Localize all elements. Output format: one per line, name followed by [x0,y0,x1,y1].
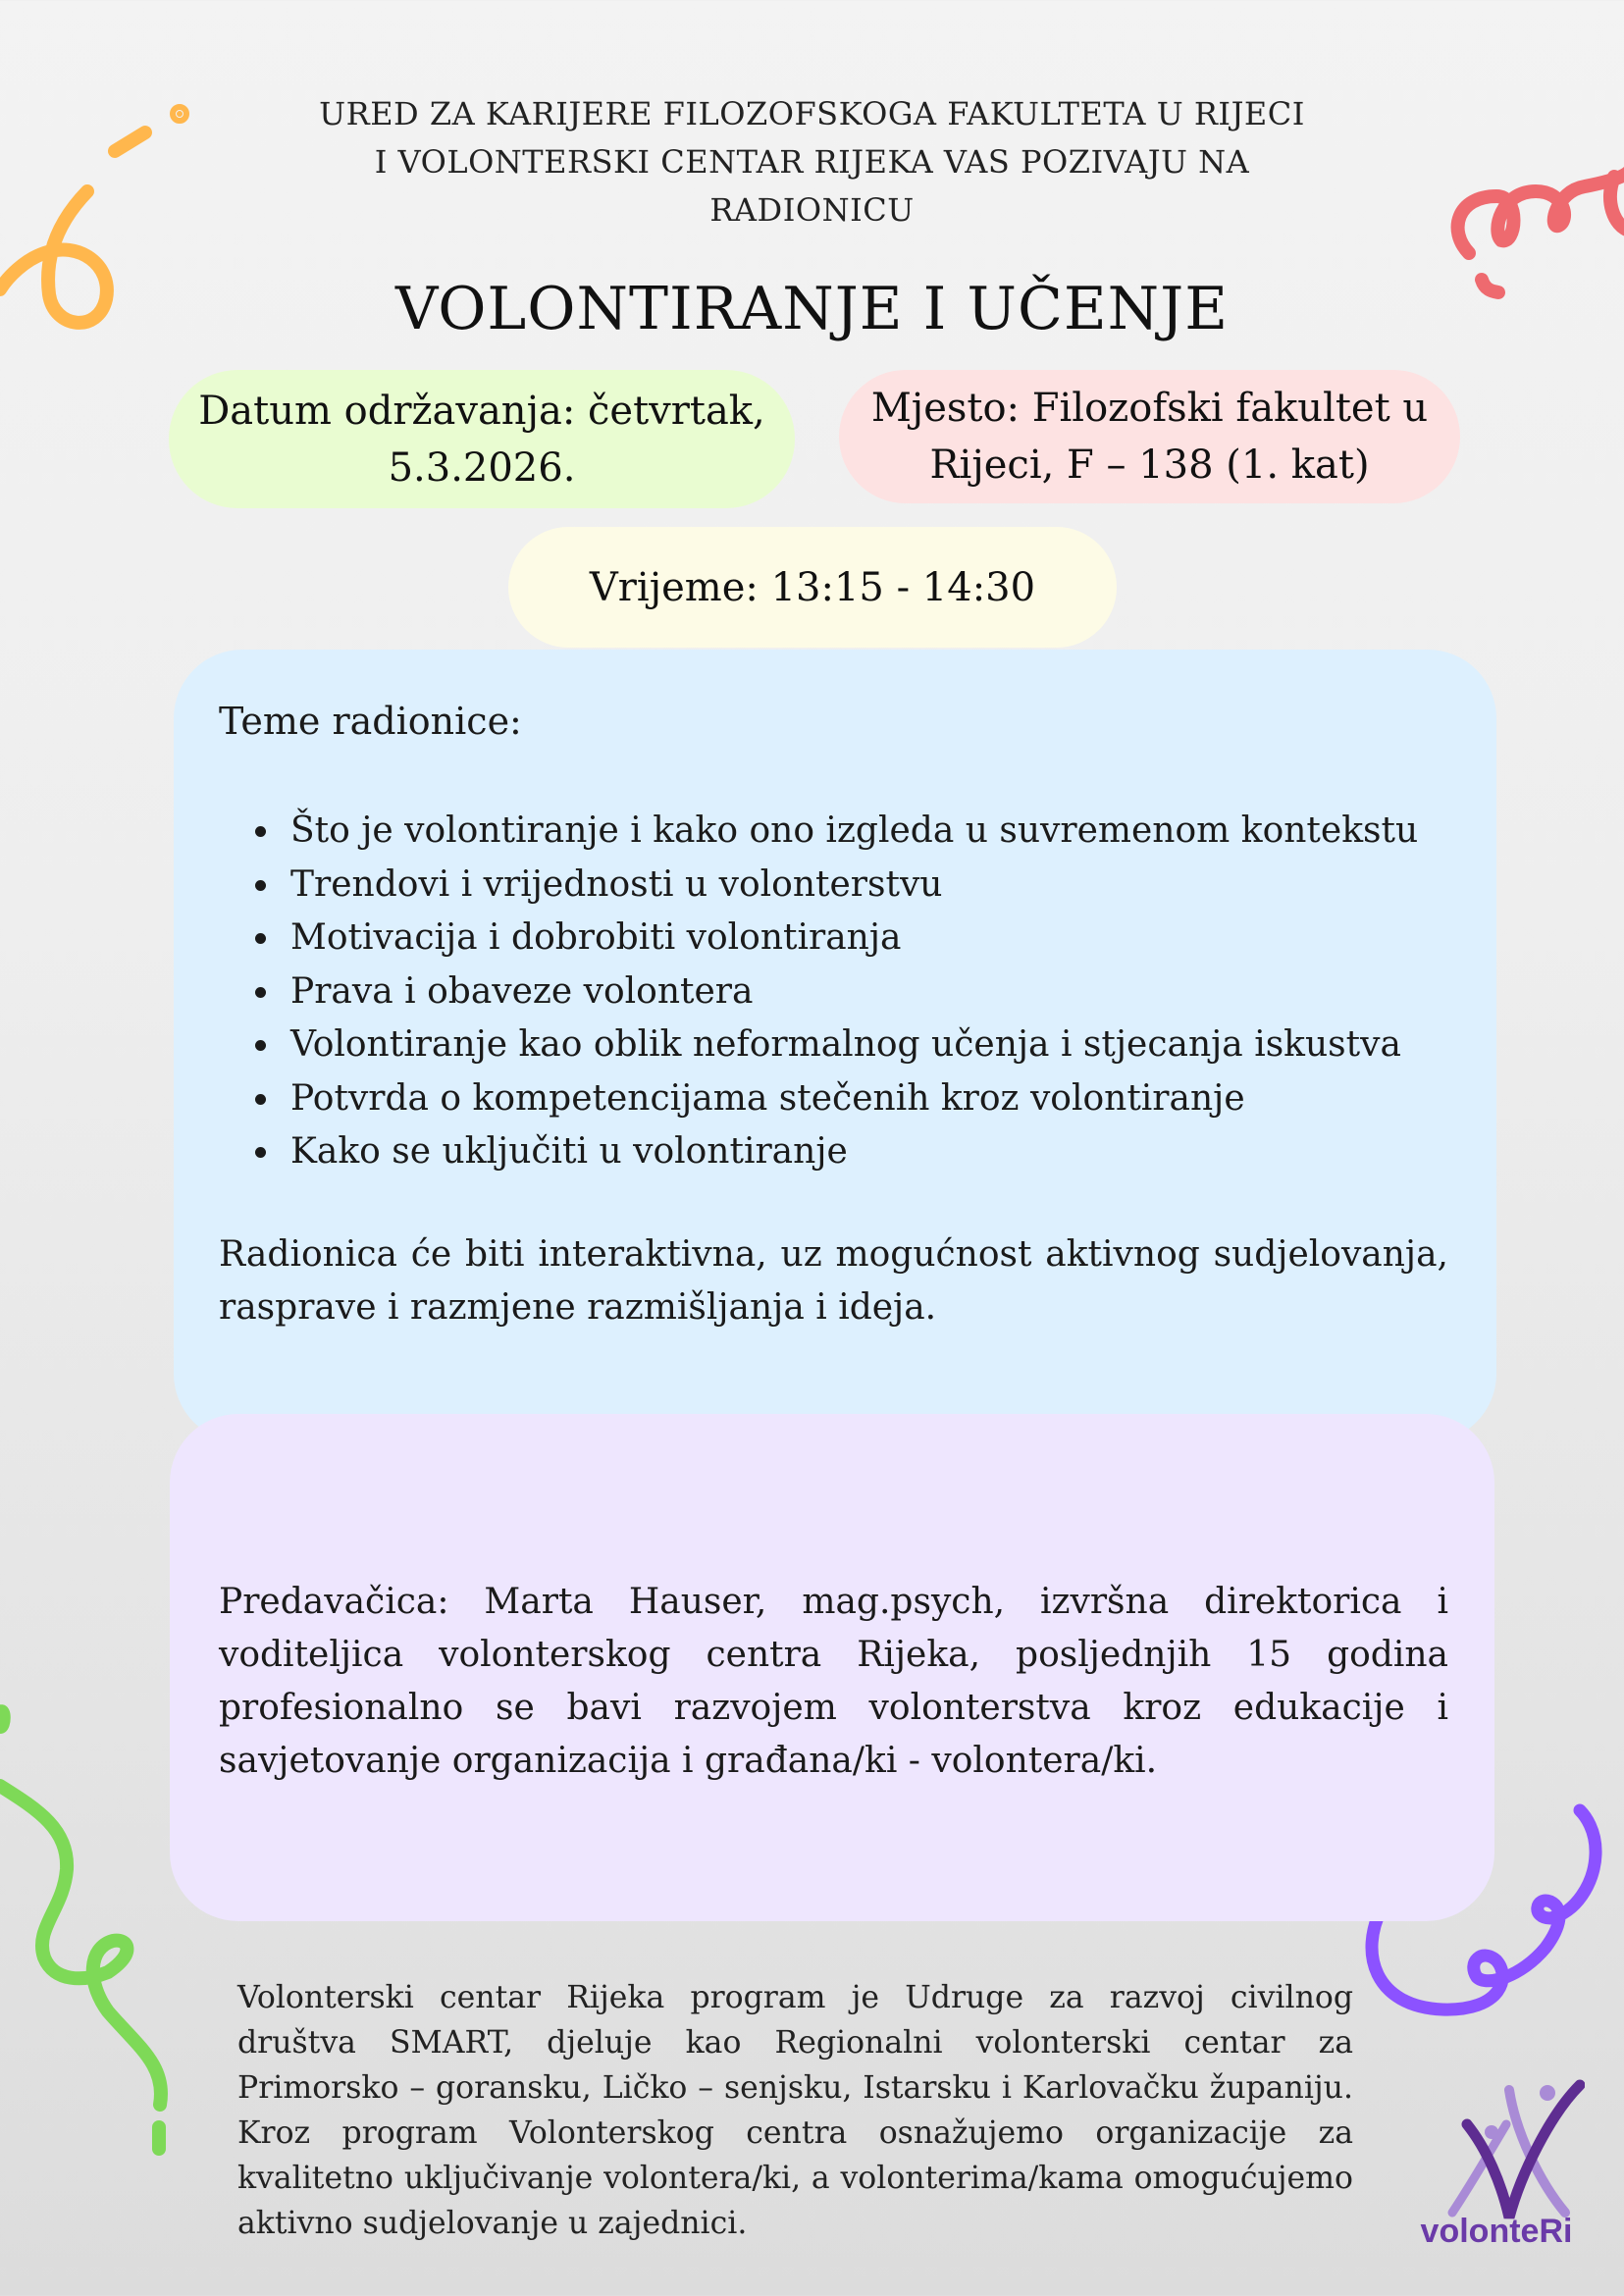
time-pill [508,527,1117,648]
invitation-header [294,90,1330,235]
workshop-title: VOLONTIRANJE I UČENJE [394,275,1230,343]
location-value: Rijeci, F – 138 (1. kat) [929,443,1370,488]
topics-heading: Teme radionice: [219,700,522,743]
header-line: URED ZA KARIJERE FILOZOFSKOGA FAKULTETA U RIJECI [319,95,1305,132]
header-line: I VOLONTERSKI CENTAR RIJEKA VAS POZIVAJU NA [374,143,1250,181]
header-line: RADIONICU [709,191,915,229]
green-swirl-icon [0,1688,196,2159]
topics-list [243,805,1418,1179]
location-pill [839,370,1460,503]
list-item: • Motivacija i dobrobiti volontiranja [283,912,1418,965]
logo-wordmark: volonteRi [1420,2213,1573,2250]
date-pill [169,370,795,508]
location-label: Mjesto: Filozofski fakultet u [870,386,1429,431]
list-item: • Kako se uključiti u volontiranje [283,1125,1418,1179]
list-item: • Što je volontiranje i kako ono izgleda u suvremenom kontekstu [283,805,1418,859]
list-item: • Trendovi i vrijednosti u volonterstvu [283,859,1418,913]
list-item: • Potvrda o kompetencijama stečenih kroz volontiranje [283,1072,1418,1126]
date-label: Datum održavanja: četvrtak, [198,388,765,434]
list-item: • Volontiranje kao oblik neformalnog učenja i stjecanja iskustva [283,1018,1418,1072]
workshop-note: Radionica će biti interaktivna, uz mogućnost aktivnog sudjelovanja, rasprave i razmjene razmišljanja i ideja. [219,1234,1448,1328]
date-value: 5.3.2026. [388,444,576,491]
time-value: Vrijeme: 13:15 - 14:30 [589,564,1036,610]
organization-description: Volonterski centar Rijeka program je Udruge za razvoj civilnog društva SMART, djeluje kao Regionalni volonterski centar za Primorsko – goransku, Ličko – senjsku, Istarsku i Karlovačku županiju. Kroz program Volonterskog centra osnažujemo organizacije za kvalitetno uključivanje volontera/ki, a volonterima/kama omogućujemo aktivno sudjelovanje u zajednici. [237,1980,1353,2241]
speaker-description: Predavačica: Marta Hauser, mag.psych, izvršna direktorica i voditeljica volonterskog centra Rijeka, posljednjih 15 godina profesionalno se bavi razvojem volonterstva kroz edukacije i savjetovanje organizacija i građana/ki - volontera/ki. [219,1582,1448,1781]
orange-swirl-icon [0,88,196,343]
list-item: • Prava i obaveze volontera [283,965,1418,1019]
red-swirl-icon [1433,152,1624,289]
